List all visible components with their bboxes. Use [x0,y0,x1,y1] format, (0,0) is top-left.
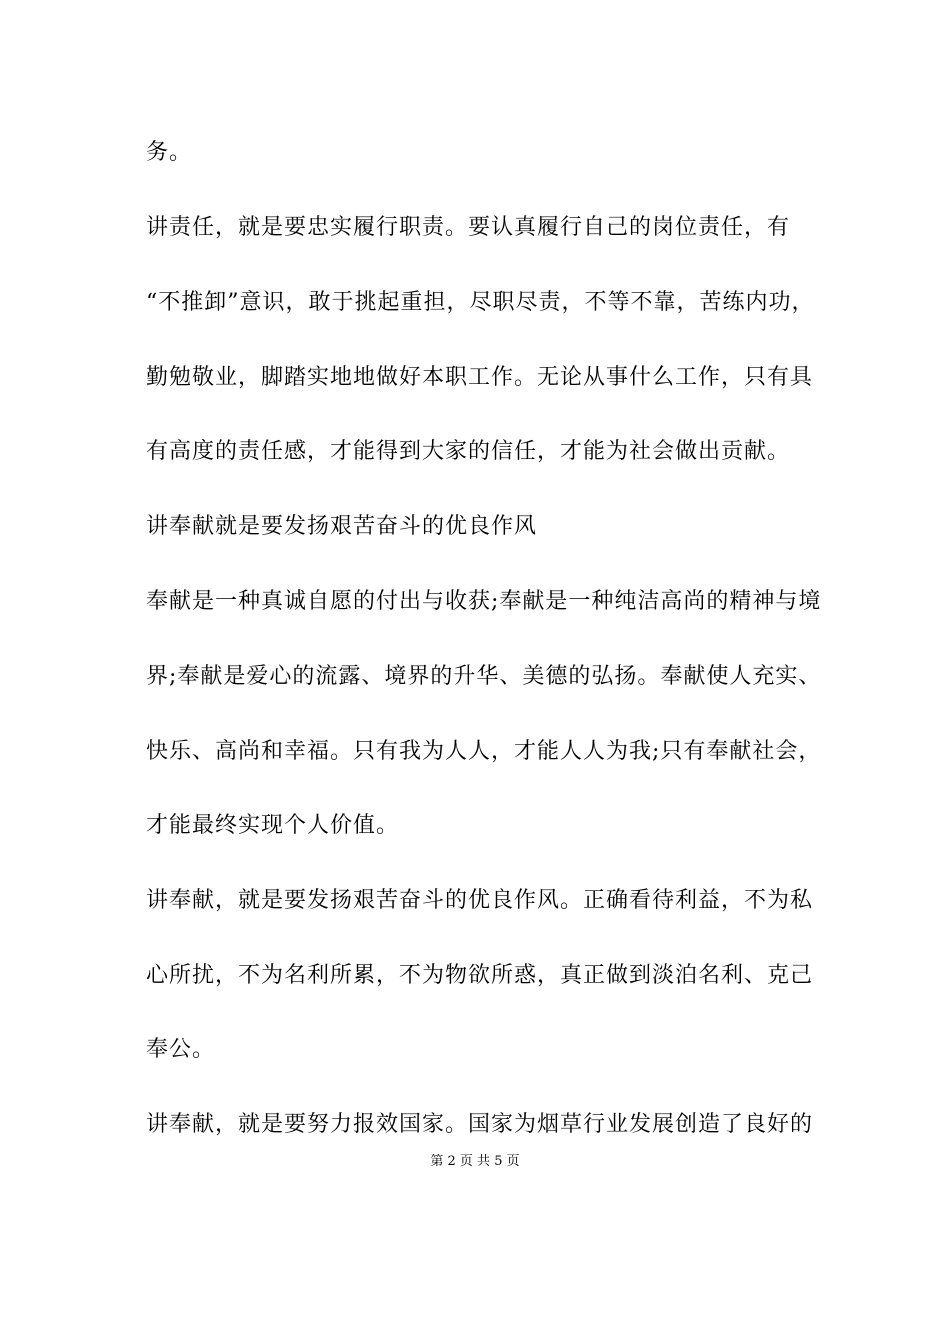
body-text-line: 务。 [146,140,193,165]
body-text-line: 讲奉献，就是要努力报效国家。国家为烟草行业发展创造了良好的 [146,1112,814,1137]
body-text-line: 奉献是一种真诚自愿的付出与收获;奉献是一种纯洁高尚的精神与境 [146,589,822,614]
body-text-line: 快乐、高尚和幸福。只有我为人人，才能人人为我;只有奉献社会， [146,739,822,764]
body-text-line: 界;奉献是爱心的流露、境界的升华、美德的弘扬。奉献使人充实、 [146,664,822,689]
section-heading: 讲奉献就是要发扬艰苦奋斗的优良作风 [146,514,538,539]
body-text-line: 奉公。 [146,1037,216,1062]
body-text-line: “不推卸”意识，敢于挑起重担，尽职尽责，不等不靠，苦练内功， [146,290,815,315]
body-text-line: 勤勉敬业，脚踏实地地做好本职工作。无论从事什么工作，只有具 [146,365,814,390]
page-number-footer: 第 2 页 共 5 页 [430,1154,520,1169]
body-text-line: 心所扰，不为名利所累，不为物欲所惑，真正做到淡泊名利、克己 [146,963,814,988]
body-text-line: 讲责任，就是要忠实履行职责。要认真履行自己的岗位责任，有 [146,215,791,240]
body-text-line: 才能最终实现个人价值。 [146,813,400,838]
body-text-line: 讲奉献，就是要发扬艰苦奋斗的优良作风。正确看待利益，不为私 [146,888,814,913]
body-text-line: 有高度的责任感，才能得到大家的信任，才能为社会做出贡献。 [146,439,791,464]
